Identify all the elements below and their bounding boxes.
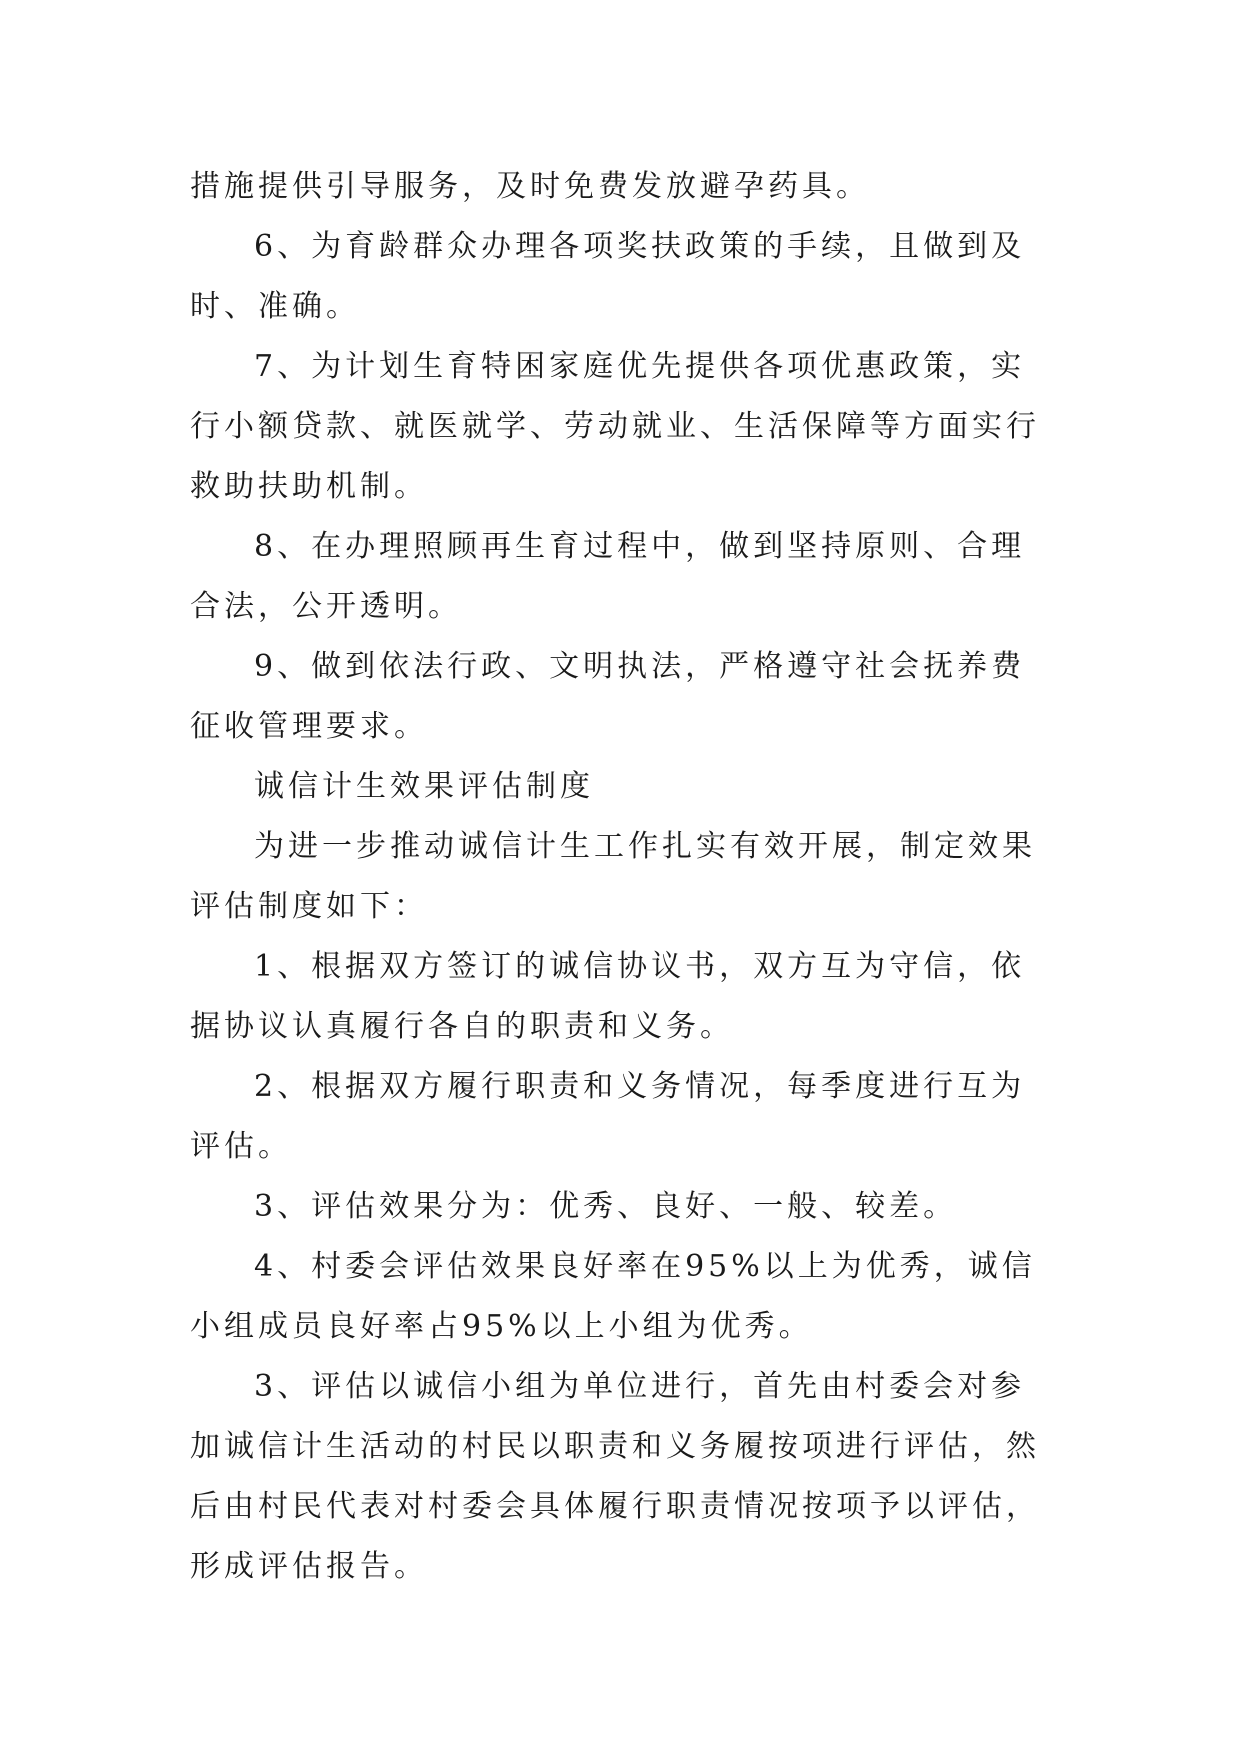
paragraph-rule-3: 3、评估效果分为：优秀、良好、一般、较差。 xyxy=(254,1189,958,1224)
section-intro: 为进一步推动诚信计生工作扎实有效开展，制定效果评估制度如下： xyxy=(190,829,1036,924)
paragraph-item-9: 9、做到依法行政、文明执法，严格遵守社会抚养费征收管理要求。 xyxy=(190,649,1026,744)
paragraph-item-8: 8、在办理照顾再生育过程中，做到坚持原则、合理合法，公开透明。 xyxy=(190,529,1026,624)
paragraph-item-6: 6、为育龄群众办理各项奖扶政策的手续，且做到及时、准确。 xyxy=(190,229,1026,324)
paragraph-continuation: 措施提供引导服务，及时免费发放避孕药具。 xyxy=(190,169,870,204)
paragraph-item-7: 7、为计划生育特困家庭优先提供各项优惠政策，实行小额贷款、就医就学、劳动就业、生活保障等方面实行救助扶助机制。 xyxy=(190,349,1040,504)
paragraph-rule-1: 1、根据双方签订的诚信协议书，双方互为守信，依据协议认真履行各自的职责和义务。 xyxy=(190,949,1026,1044)
section-heading: 诚信计生效果评估制度 xyxy=(254,769,594,804)
document-body xyxy=(190,157,1050,1597)
paragraph-rule-5: 3、评估以诚信小组为单位进行，首先由村委会对参加诚信计生活动的村民以职责和义务履按项进行评估，然后由村民代表对村委会具体履行职责情况按项予以评估，形成评估报告。 xyxy=(190,1369,1040,1584)
paragraph-rule-2: 2、根据双方履行职责和义务情况，每季度进行互为评估。 xyxy=(190,1069,1026,1164)
paragraph-rule-4: 4、村委会评估效果良好率在95%以上为优秀，诚信小组成员良好率占95%以上小组为优秀。 xyxy=(190,1249,1036,1344)
